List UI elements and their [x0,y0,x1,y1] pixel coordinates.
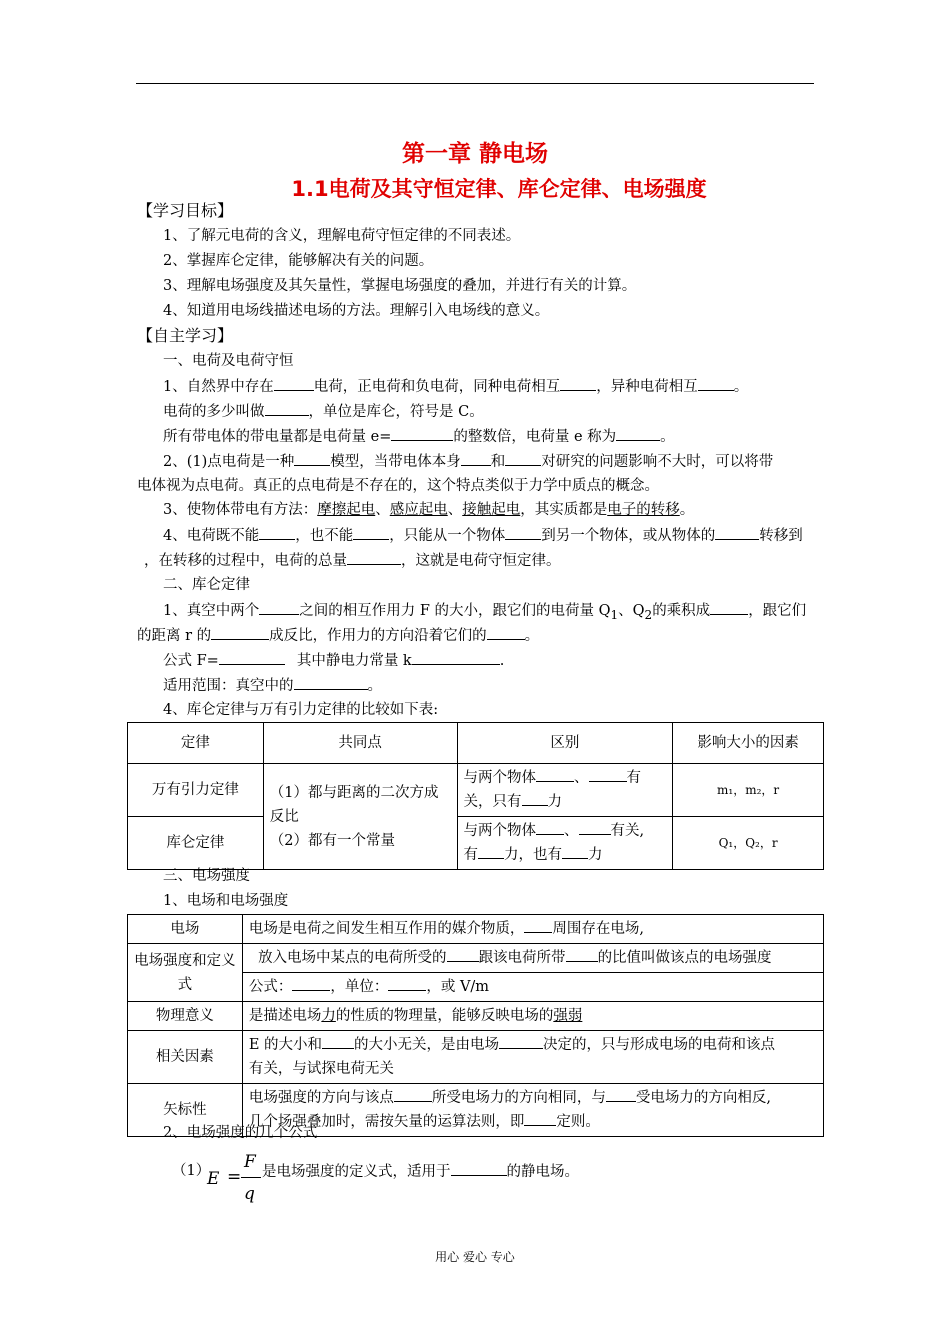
formula-number: （1） [172,1163,211,1179]
table-row [128,1002,824,1031]
table-row [128,817,824,870]
table-row [128,1031,824,1084]
goal-item: 3、理解电场强度及其矢量性，掌握电场强度的叠加，并进行有关的计算。 [163,278,637,294]
row-label: 物理意义 [128,1002,243,1031]
formulas-heading: 2、电场强度的几个公式 [163,1125,318,1141]
row-content: 电场强度的方向与该点 所受电场力的方向相同，与 受电场力的方向相反, 几个场强叠加时，需按矢量的运算法则，即 定则。 [242,1084,823,1137]
table-header: 共同点 [263,723,457,764]
part1-heading: 一、电荷及电荷守恒 [163,353,294,369]
part2-line4: 适用范围：真空中的 。 [163,675,382,696]
part2-heading: 二、库仑定律 [163,577,250,593]
row-label: 电场强度和定义式 [128,944,243,1002]
electric-field-table [127,914,824,1137]
part1-line5: 电体视为点电荷。真正的点电荷是不存在的，这个特点类似于力学中质点的概念。 [137,478,659,494]
table-row [128,944,824,973]
factor-cell: m₁，m₂，r [673,764,824,817]
law-name: 万有引力定律 [128,764,264,817]
part2-line3: 公式 F= 其中静电力常量 k . [163,650,504,671]
table-row [128,764,824,817]
row-label: 相关因素 [128,1031,243,1084]
part1-line3: 所有带电体的带电量都是电荷量 e= 的整数倍，电荷量 e 称为 。 [163,426,675,447]
part3-subheading: 1、电场和电场强度 [163,893,289,909]
table-row [128,915,824,944]
row-content: 放入电场中某点的电荷所受的 跟该电荷所带 的比值叫做该点的电场强度 [242,944,823,973]
difference-cell: 与两个物体 、 有关, 有 力，也有 力 [457,817,673,870]
goal-item: 4、知道用电场线描述电场的方法。理解引入电场线的意义。 [163,303,550,319]
part3-heading: 三、电场强度 [163,868,250,884]
row-content: 电场是电荷之间发生相互作用的媒介物质， 周围存在电场, [242,915,823,944]
factor-cell: Q₁，Q₂，r [673,817,824,870]
goals-heading: 【学习目标】 [137,201,234,220]
law-name: 库仑定律 [128,817,264,870]
part1-line2: 电荷的多少叫做 ，单位是库仑，符号是 C。 [163,401,484,422]
part1-line1: 1、自然界中存在 电荷，正电荷和负电荷，同种电荷相互 ，异种电荷相互 。 [163,376,748,397]
table-header: 定律 [128,723,264,764]
part2-line5: 4、库仑定律与万有引力定律的比较如下表: [163,702,439,718]
row-content: 是描述电场力的性质的物理量，能够反映电场的强弱 [242,1002,823,1031]
part1-line8: ，在转移的过程中，电荷的总量 ，这就是电荷守恒定律。 [144,550,561,571]
row-label: 矢标性 [128,1084,243,1137]
row-label: 电场 [128,915,243,944]
chapter-title: 第一章 静电场 [401,141,548,167]
row-content: E 的大小和 的大小无关，是由电场 决定的，只与形成电场的电荷和该点 有关，与试探电荷无关 [242,1031,823,1084]
row-content: 公式： ，单位： ，或 V/m [242,973,823,1002]
part1-line7: 4、电荷既不能 ，也不能 ，只能从一个物体 到另一个物体，或从物体的 转移到 [163,525,803,546]
part2-line1: 1、真空中两个 之间的相互作用力 F 的大小，跟它们的电荷量 $Q_1$、$Q_2$的乘积成 ，跟它们 [163,600,806,625]
part1-line4: 2、(1)点电荷是一种 模型，当带电体本身 和 对研究的问题影响不大时，可以将带 [163,451,773,472]
header-rule [136,83,814,84]
part1-line6: 3、使物体带电有方法：摩擦起电、感应起电、接触起电，其实质都是电子的转移。 [163,502,695,518]
table-header: 影响大小的因素 [673,723,824,764]
page-footer: 用心 爱心 专心 [435,1250,515,1264]
section-title: 1.1电荷及其守恒定律、库仑定律、电场强度 [291,177,707,201]
goal-item: 2、掌握库仑定律，能够解决有关的问题。 [163,253,434,269]
table-header-row [128,723,824,764]
formula-description: 是电场强度的定义式，适用于 的静电场。 [262,1161,579,1182]
part2-line2: 的距离 r 的 成反比，作用力的方向沿着它们的 。 [137,625,539,646]
goal-item: 1、了解元电荷的含义，理解电荷守恒定律的不同表述。 [163,228,521,244]
self-study-heading: 【自主学习】 [137,326,234,345]
common-points: （1）都与距离的二次方成反比 （2）都有一个常量 [263,764,457,870]
difference-cell: 与两个物体 、 有 关，只有 力 [457,764,673,817]
coulomb-comparison-table [127,722,824,870]
table-header: 区别 [457,723,673,764]
